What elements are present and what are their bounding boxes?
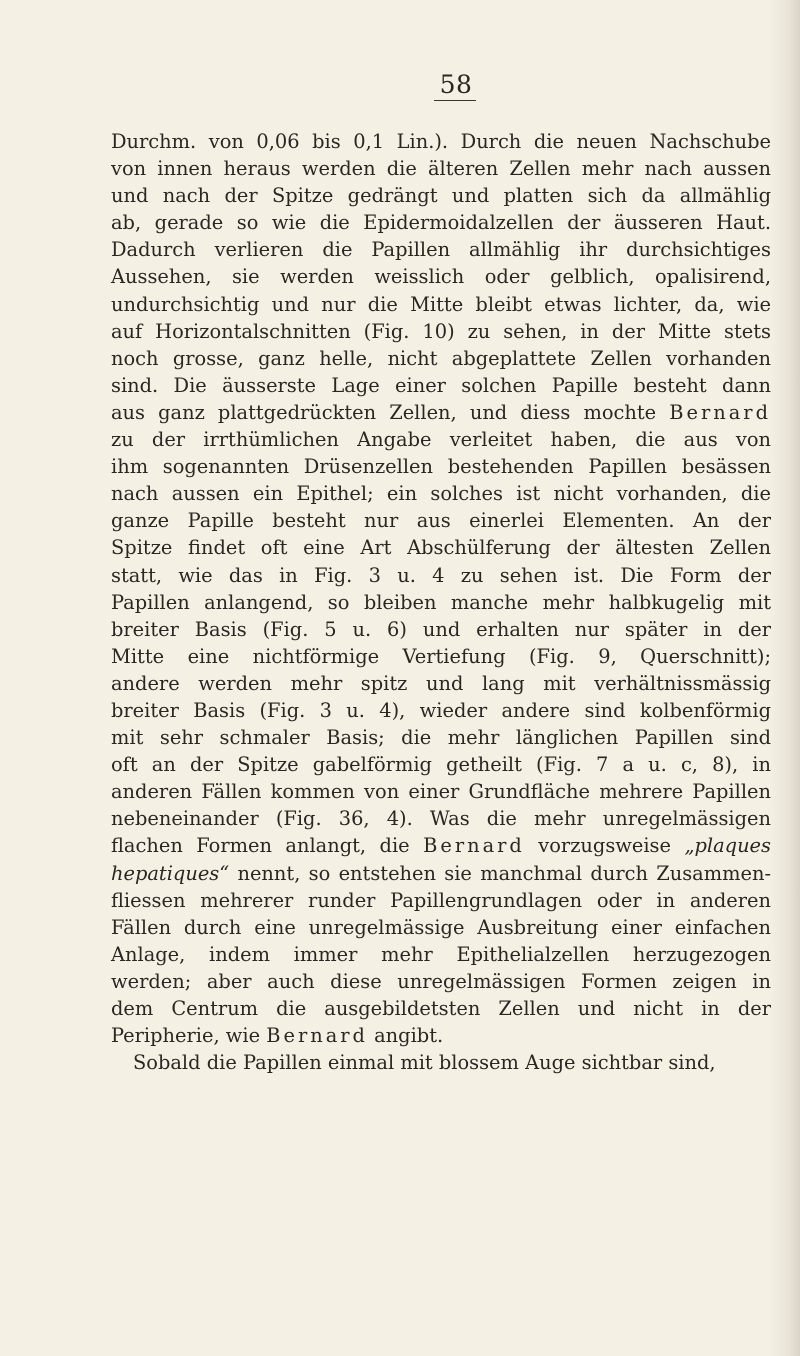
text-line [111,832,771,859]
text-line: ganze Papille besteht nur aus einerlei Elementen. An der [111,509,771,533]
text-line: werden; aber auch diese unregelmässigen Formen zeigen in [111,969,771,993]
text-line: breiter Basis (Fig. 5 u. 6) und erhalten nur später in der [111,617,771,641]
text-line: Papillen anlangend, so bleiben manche mehr halbkugelig mit [111,590,771,614]
text-run: angibt. [367,1024,444,1048]
text-line: ihm sogenannten Drüsenzellen bestehenden Papillen besässen [111,455,771,479]
text-line [111,399,771,426]
text-line [111,860,771,887]
text-line: auf Horizontalschnitten (Fig. 10) zu sehen, in der Mitte stets [111,319,771,343]
text-line: Fällen durch eine unregelmässige Ausbreitung einer einfachen [111,915,771,939]
text-run: vorzugsweise [524,834,685,858]
italic-term: „plaques [684,834,771,858]
italic-term: hepatiques“ [111,861,230,885]
text-line: mit sehr schmaler Basis; die mehr länglichen Papillen sind [111,726,771,750]
text-line: anderen Fällen kommen von einer Grundfläche mehrere Papillen [111,780,771,804]
body-text [111,128,771,1076]
text-line: Anlage, indem immer mehr Epithelialzellen herzugezogen [111,942,771,966]
text-line: oft an der Spitze gabelförmig getheilt (Fig. 7 a u. c, 8), in [111,753,771,777]
text-line: Aussehen, sie werden weisslich oder gelblich, opalisirend, [111,265,771,289]
text-line: fliessen mehrerer runder Papillengrundlagen oder in anderen [111,888,771,912]
page-number-underline [434,100,476,101]
page-number: 58 [439,70,473,99]
text-line: von innen heraus werden die älteren Zellen mehr nach aussen [111,157,771,181]
text-run: aus ganz plattgedrückten Zellen, und diess mochte [111,400,670,424]
text-line: Dadurch verlieren die Papillen allmählig ihr durchsichtiges [111,238,771,262]
text-line: sind. Die äusserste Lage einer solchen Papille besteht dann [111,373,771,397]
text-line: andere werden mehr spitz und lang mit verhältnissmässig [111,671,771,695]
text-line: dem Centrum die ausgebildetsten Zellen und nicht in der [111,997,771,1020]
text-run: nennt, so entstehen sie manchmal durch Zusammen- [229,861,771,885]
author-name-spaced: Bernard [423,834,525,858]
text-line: nach aussen ein Epithel; ein solches ist nicht vorhanden, die [111,482,771,506]
author-name-spaced: Bernard [266,1024,368,1048]
author-name-spaced: Bernard [669,400,771,424]
text-line: statt, wie das in Fig. 3 u. 4 zu sehen ist. Die Form der [111,563,771,587]
text-line: breiter Basis (Fig. 3 u. 4), wieder andere sind kolbenförmig [111,698,771,722]
text-line: Sobald die Papillen einmal mit blossem Auge sichtbar sind, [133,1051,716,1075]
text-line: undurchsichtig und nur die Mitte bleibt etwas lichter, da, wie [111,292,771,316]
text-line: Mitte eine nichtförmige Vertiefung (Fig. 9, Querschnitt); [111,644,771,668]
text-line: ab, gerade so wie die Epidermoidalzellen der äusseren Haut. [111,211,771,235]
text-run: Peripherie, wie [111,1024,267,1048]
text-run: flachen Formen anlangt, die [111,834,424,858]
text-line: und nach der Spitze gedrängt und platten sich da allmählig [111,184,771,208]
text-line: nebeneinander (Fig. 36, 4). Was die mehr unregelmässigen [111,807,771,831]
text-line [111,1022,771,1049]
text-line: Durchm. von 0,06 bis 0,1 Lin.). Durch die neuen Nachschube [111,130,771,153]
text-line: zu der irrthümlichen Angabe verleitet haben, die aus von [111,428,771,452]
text-line: noch grosse, ganz helle, nicht abgeplattete Zellen vorhanden [111,346,771,370]
text-line: Spitze findet oft eine Art Abschülferung der ältesten Zellen [111,536,771,560]
